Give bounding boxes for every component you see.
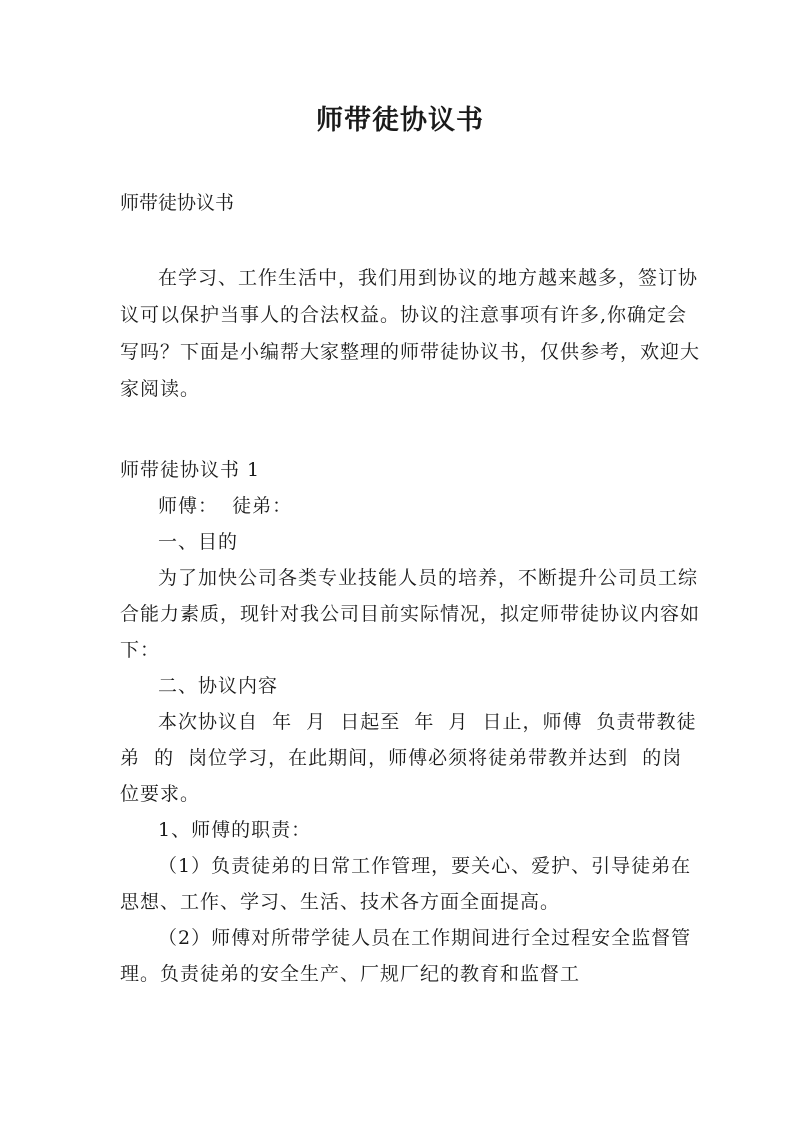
paragraph-purpose: 为了加快公司各类专业技能人员的培养，不断提升公司员工综合能力素质，现针对我公司目前实际情况，拟定师带徒协议内容如下： [120,567,701,661]
duty-item-2: （2）师傅对所带学徒人员在工作期间进行全过程安全监督管理。负责徒弟的安全生产、厂规厂纪的教育和监督工 [120,927,692,985]
agreement-body [120,452,700,992]
duty-item-1: （1）负责徒弟的日常工作管理，要关心、爱护、引导徒弟在思想、工作、学习、生活、技术各方面全面提高。 [120,855,692,913]
section-heading: 师带徒协议书 1 [120,459,261,481]
heading-purpose: 一、目的 [158,531,239,553]
heading-content: 二、协议内容 [158,675,279,697]
intro-paragraph: 在学习、工作生活中，我们用到协议的地方越来越多，签订协议可以保护当事人的合法权益。协议的注意事项有许多,你确定会写吗？下面是小编帮大家整理的师带徒协议书，仅供参考，欢迎大家阅读。 [120,267,701,400]
parties-line: 师傅： 徒弟： [158,495,293,517]
document-title: 师带徒协议书 [316,105,484,136]
document-subtitle: 师带徒协议书 [120,192,235,214]
intro-block [120,260,700,408]
paragraph-content: 本次协议自 年 月 日起至 年 月 日止，师傅 负责带教徒弟 的 岗位学习，在此期间，师傅必须将徒弟带教并达到 的岗位要求。 [120,711,697,805]
heading-master-duties: 1、师傅的职责： [158,819,312,841]
